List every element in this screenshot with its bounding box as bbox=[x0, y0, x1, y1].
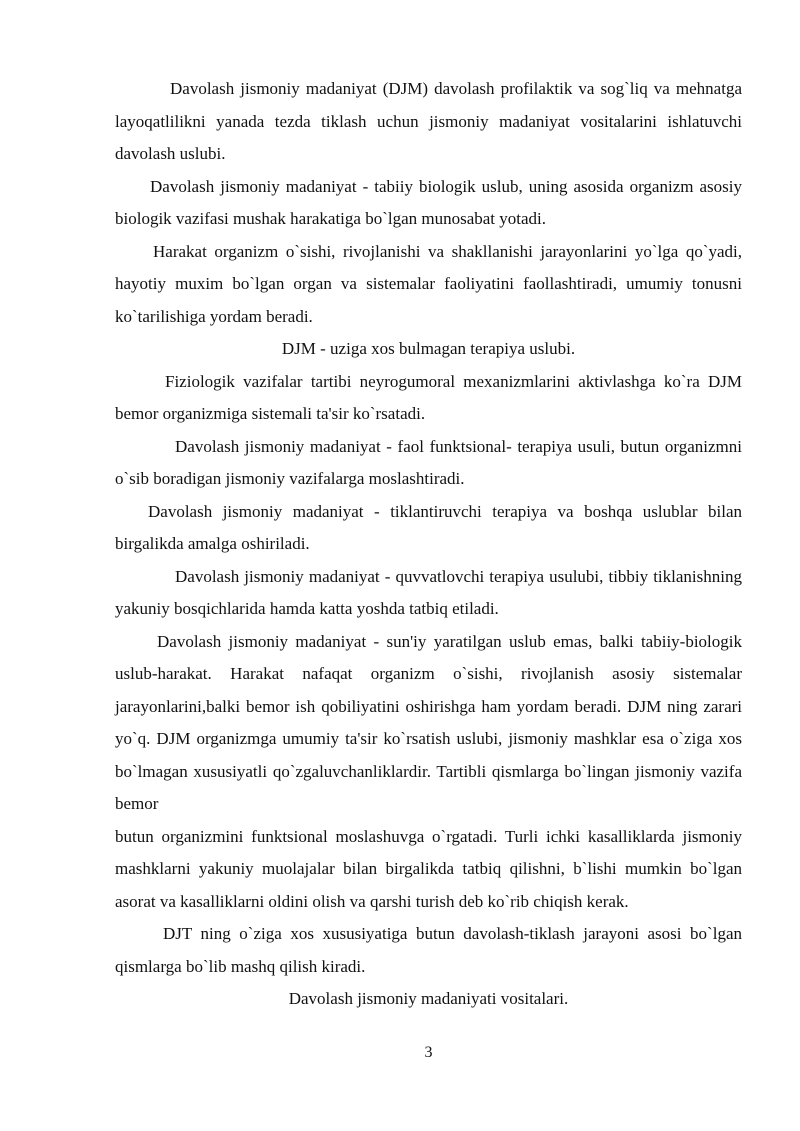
page-number: 3 bbox=[424, 1044, 433, 1061]
paragraph-6: Davolash jismoniy madaniyat - faol funktsional- terapiya usuli, butun organizmni o`sib boradigan jismoniy vazifalarga moslashtiradi. bbox=[115, 436, 742, 488]
paragraph-4-heading: DJM - uziga xos bulmagan terapiya uslubi. bbox=[281, 339, 576, 358]
paragraph-1: Davolash jismoniy madaniyat (DJM) davolash profilaktik va sog`liq va mehnatga layoqatlilikni yanada tezda tiklash uchun jismoniy madaniyat vositalarini ishlatuvchi davolash uslubi. bbox=[115, 79, 742, 163]
paragraph-9: Davolash jismoniy madaniyat - sun'iy yaratilgan uslub emas, balki tabiiy-biologik uslub-harakat. Harakat nafaqat organizm o`sishi, rivojlanish asosiy sistemalar jarayonlarini,balki bemor ish qobiliyatini oshirishga ham yordam beradi. DJM ning zarari yo`q. DJM organizmga umumiy ta'sir ko`rsatish uslubi, jismoniy mashklar esa o`ziga xos bo`lmagan xususiyatli qo`zgaluvchanliklardir. Tartibli qismlarga bo`lingan jismoniy vazifa bemor bbox=[115, 631, 742, 813]
paragraph-2: Davolash jismoniy madaniyat - tabiiy biologik uslub, uning asosida organizm asosiy biologik vazifasi mushak harakatiga bo`lgan munosabat yotadi. bbox=[115, 176, 742, 228]
paragraph-5: Fiziologik vazifalar tartibi neyrogumoral mexanizmlarini aktivlashga ko`ra DJM bemor organizmiga sistemali ta'sir ko`rsatadi. bbox=[115, 371, 742, 423]
paragraph-11: DJT ning o`ziga xos xususiyatiga butun davolash-tiklash jarayoni asosi bo`lgan qismlarga bo`lib mashq qilish kiradi. bbox=[115, 924, 742, 976]
paragraph-3: Harakat organizm o`sishi, rivojlanishi va shakllanishi jarayonlarini yo`lga qo`yadi, hayotiy muxim bo`lgan organ va sistemalar faoliyatini faollashtiradi, umumiy tonusni ko`tarilishiga yordam beradi. bbox=[115, 241, 742, 326]
document-body bbox=[115, 73, 742, 1016]
section-heading: Davolash jismoniy madaniyati vositalari. bbox=[288, 989, 569, 1008]
paragraph-7: Davolash jismoniy madaniyat - tiklantiruvchi terapiya va boshqa uslublar bilan birgalikda amalga oshiriladi. bbox=[115, 501, 742, 553]
paragraph-10: butun organizmini funktsional moslashuvga o`rgatadi. Turli ichki kasalliklarda jismoniy mashklarni yakuniy muolajalar bilan birgalikda tatbiq qilishni, b`lishi mumkin bo`lgan asorat va kasalliklarni oldini olish va qarshi turish deb ko`rib chiqish kerak. bbox=[115, 826, 742, 911]
paragraph-8: Davolash jismoniy madaniyat - quvvatlovchi terapiya usulubi, tibbiy tiklanishning yakuniy bosqichlarida hamda katta yoshda tatbiq etiladi. bbox=[115, 566, 742, 618]
